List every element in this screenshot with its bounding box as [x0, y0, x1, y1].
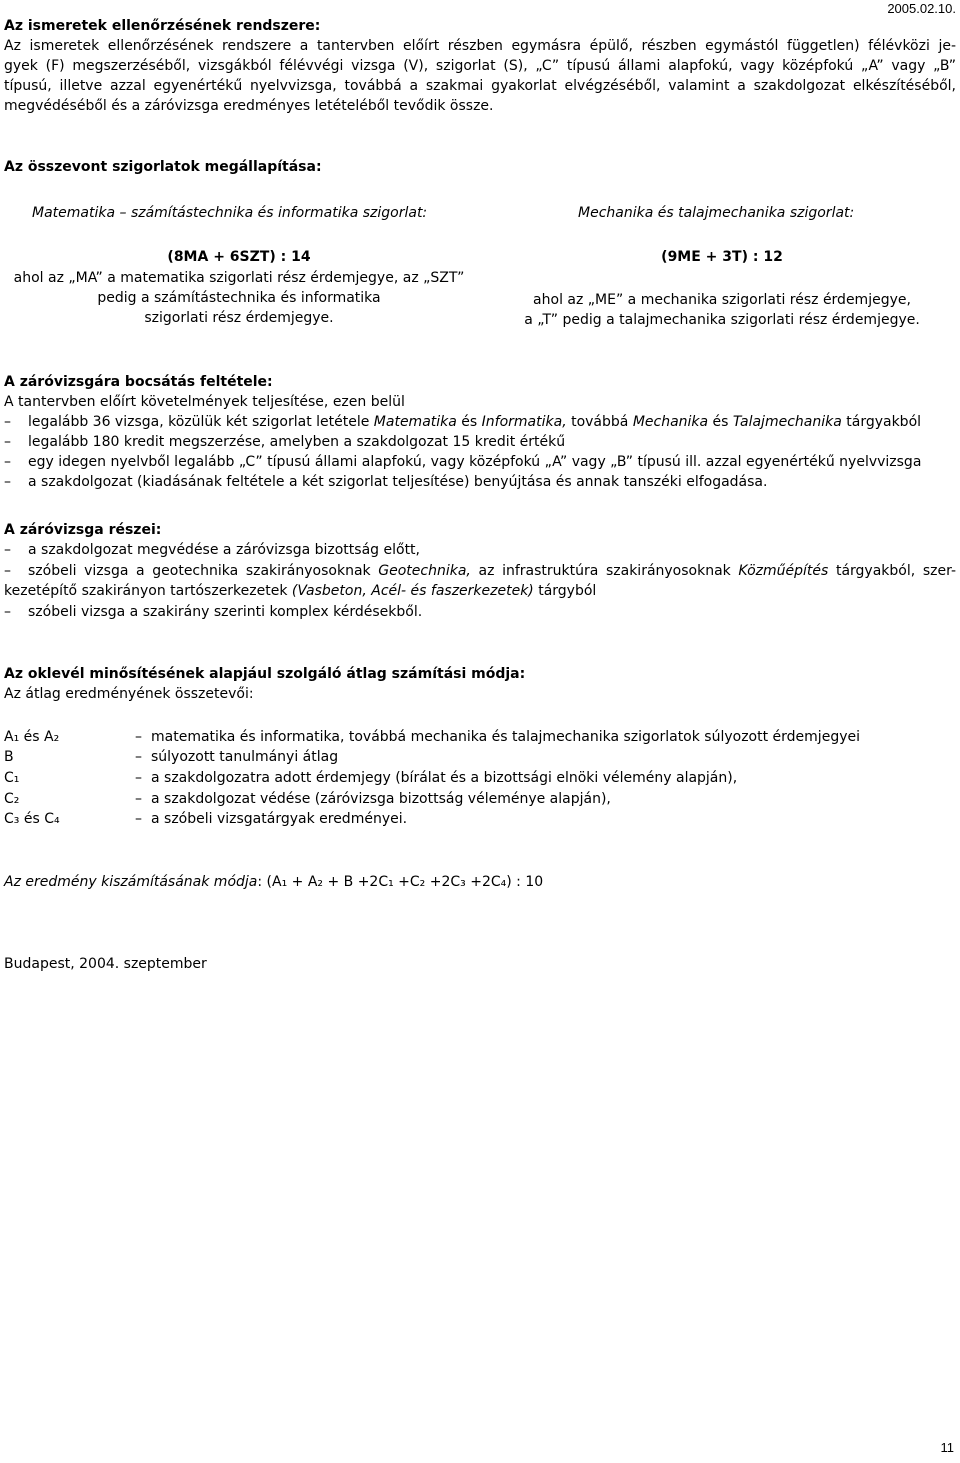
- section-title-szigorlatok: Az összevont szigorlatok megállapítása:: [4, 159, 322, 175]
- exam-part-item: – a szakdolgozat megvédése a záróvizsga bizottság előtt,: [4, 542, 420, 558]
- math-note-line: ahol az „MA” a matematika szigorlati rész érdemjegye, az „SZT”: [13, 270, 465, 286]
- component-label: C₃ és C₄: [4, 811, 60, 827]
- condition-item: – legalább 180 kredit megszerzése, amelyben a szakdolgozat 15 kredit értékű: [4, 434, 566, 450]
- document-date: 2005.02.10.: [887, 1, 956, 16]
- math-exam-heading: Matematika – számítástechnika és informatika szigorlat:: [32, 205, 428, 221]
- component-desc: – a szakdolgozat védése (záróvizsga bizottság véleménye alapján),: [135, 791, 611, 807]
- condition-intro: A tantervben előírt követelmények teljesítése, ezen belül: [4, 394, 405, 410]
- mechanics-exam-heading: Mechanika és talajmechanika szigorlat:: [578, 205, 855, 221]
- paragraph-line: megvédéséből és a záróvizsga eredményes letételéből tevődik össze.: [4, 98, 494, 114]
- condition-item: – egy idegen nyelvből legalább „C” típusú állami alapfokú, vagy középfokú „A” vagy „B” típusú ill. azzal egyenértékű nyelvvizsga: [4, 454, 922, 470]
- place-and-date: Budapest, 2004. szeptember: [4, 956, 207, 972]
- exam-part-item-continued: kezetépítő szakirányon tartószerkezetek (Vasbeton, Acél- és faszerkezetek) tárgyból: [4, 583, 597, 599]
- component-label: C₁: [4, 770, 20, 786]
- component-label: C₂: [4, 791, 20, 807]
- math-note-line: pedig a számítástechnika és informatika: [97, 290, 381, 306]
- paragraph-line: Az ismeretek ellenőrzésének rendszere a tantervben előírt részben egymásra épülő, részben egymástól független) félévközi je-: [4, 38, 956, 54]
- paragraph-line: típusú, illetve azzal egyenértékű nyelvvizsga, továbbá a szakmai gyakorlat elvégzéséből, valamint a szakdolgozat elkészítéséből,: [4, 78, 956, 94]
- math-note-line: szigorlati rész érdemjegye.: [144, 310, 334, 326]
- component-desc: – súlyozott tanulmányi átlag: [135, 749, 339, 765]
- exam-part-item: – szóbeli vizsga a geotechnika szakirányosoknak Geotechnika, az infrastruktúra szakirányosoknak Közműépítés tárgyakból, szer-: [4, 563, 956, 579]
- condition-item: – legalább 36 vizsga, közülük két szigorlat letétele Matematika és Informatika, továbbá Mechanika és Talajmechanika tárgyakból: [4, 414, 922, 430]
- section-title-atlag: Az oklevél minősítésének alapjául szolgáló átlag számítási módja:: [4, 666, 526, 682]
- section-title-feltetel: A záróvizsgára bocsátás feltétele:: [4, 374, 273, 390]
- component-label: B: [4, 749, 14, 765]
- mechanics-note-line: ahol az „ME” a mechanika szigorlati rész érdemjegye,: [533, 292, 911, 308]
- component-desc: – matematika és informatika, továbbá mechanika és talajmechanika szigorlatok súlyozott érdemjegyei: [135, 729, 860, 745]
- math-formula: (8MA + 6SZT) : 14: [167, 249, 311, 265]
- average-intro: Az átlag eredményének összetevői:: [4, 686, 254, 702]
- section-title-ellenorzes: Az ismeretek ellenőrzésének rendszere:: [4, 18, 321, 34]
- page-number: 11: [940, 1440, 954, 1455]
- section-title-zarovizsga-reszei: A záróvizsga részei:: [4, 522, 162, 538]
- component-desc: – a szóbeli vizsgatárgyak eredményei.: [135, 811, 408, 827]
- component-label: A₁ és A₂: [4, 729, 60, 745]
- condition-item: – a szakdolgozat (kiadásának feltétele a két szigorlat teljesítése) benyújtása és annak tanszéki elfogadása.: [4, 474, 768, 490]
- mechanics-note-line: a „T” pedig a talajmechanika szigorlati rész érdemjegye.: [524, 312, 920, 328]
- result-formula: Az eredmény kiszámításának módja: (A₁ + A₂ + B +2C₁ +C₂ +2C₃ +2C₄) : 10: [4, 874, 544, 890]
- mechanics-formula: (9ME + 3T) : 12: [661, 249, 783, 265]
- paragraph-line: gyek (F) megszerzéséből, vizsgákból félévvégi vizsga (V), szigorlat (S), „C” típusú állami alapfokú, vagy középfokú „A” vagy „B”: [4, 58, 956, 74]
- exam-part-item: – szóbeli vizsga a szakirány szerinti komplex kérdésekből.: [4, 604, 423, 620]
- component-desc: – a szakdolgozatra adott érdemjegy (bírálat és a bizottsági elnöki vélemény alapján),: [135, 770, 738, 786]
